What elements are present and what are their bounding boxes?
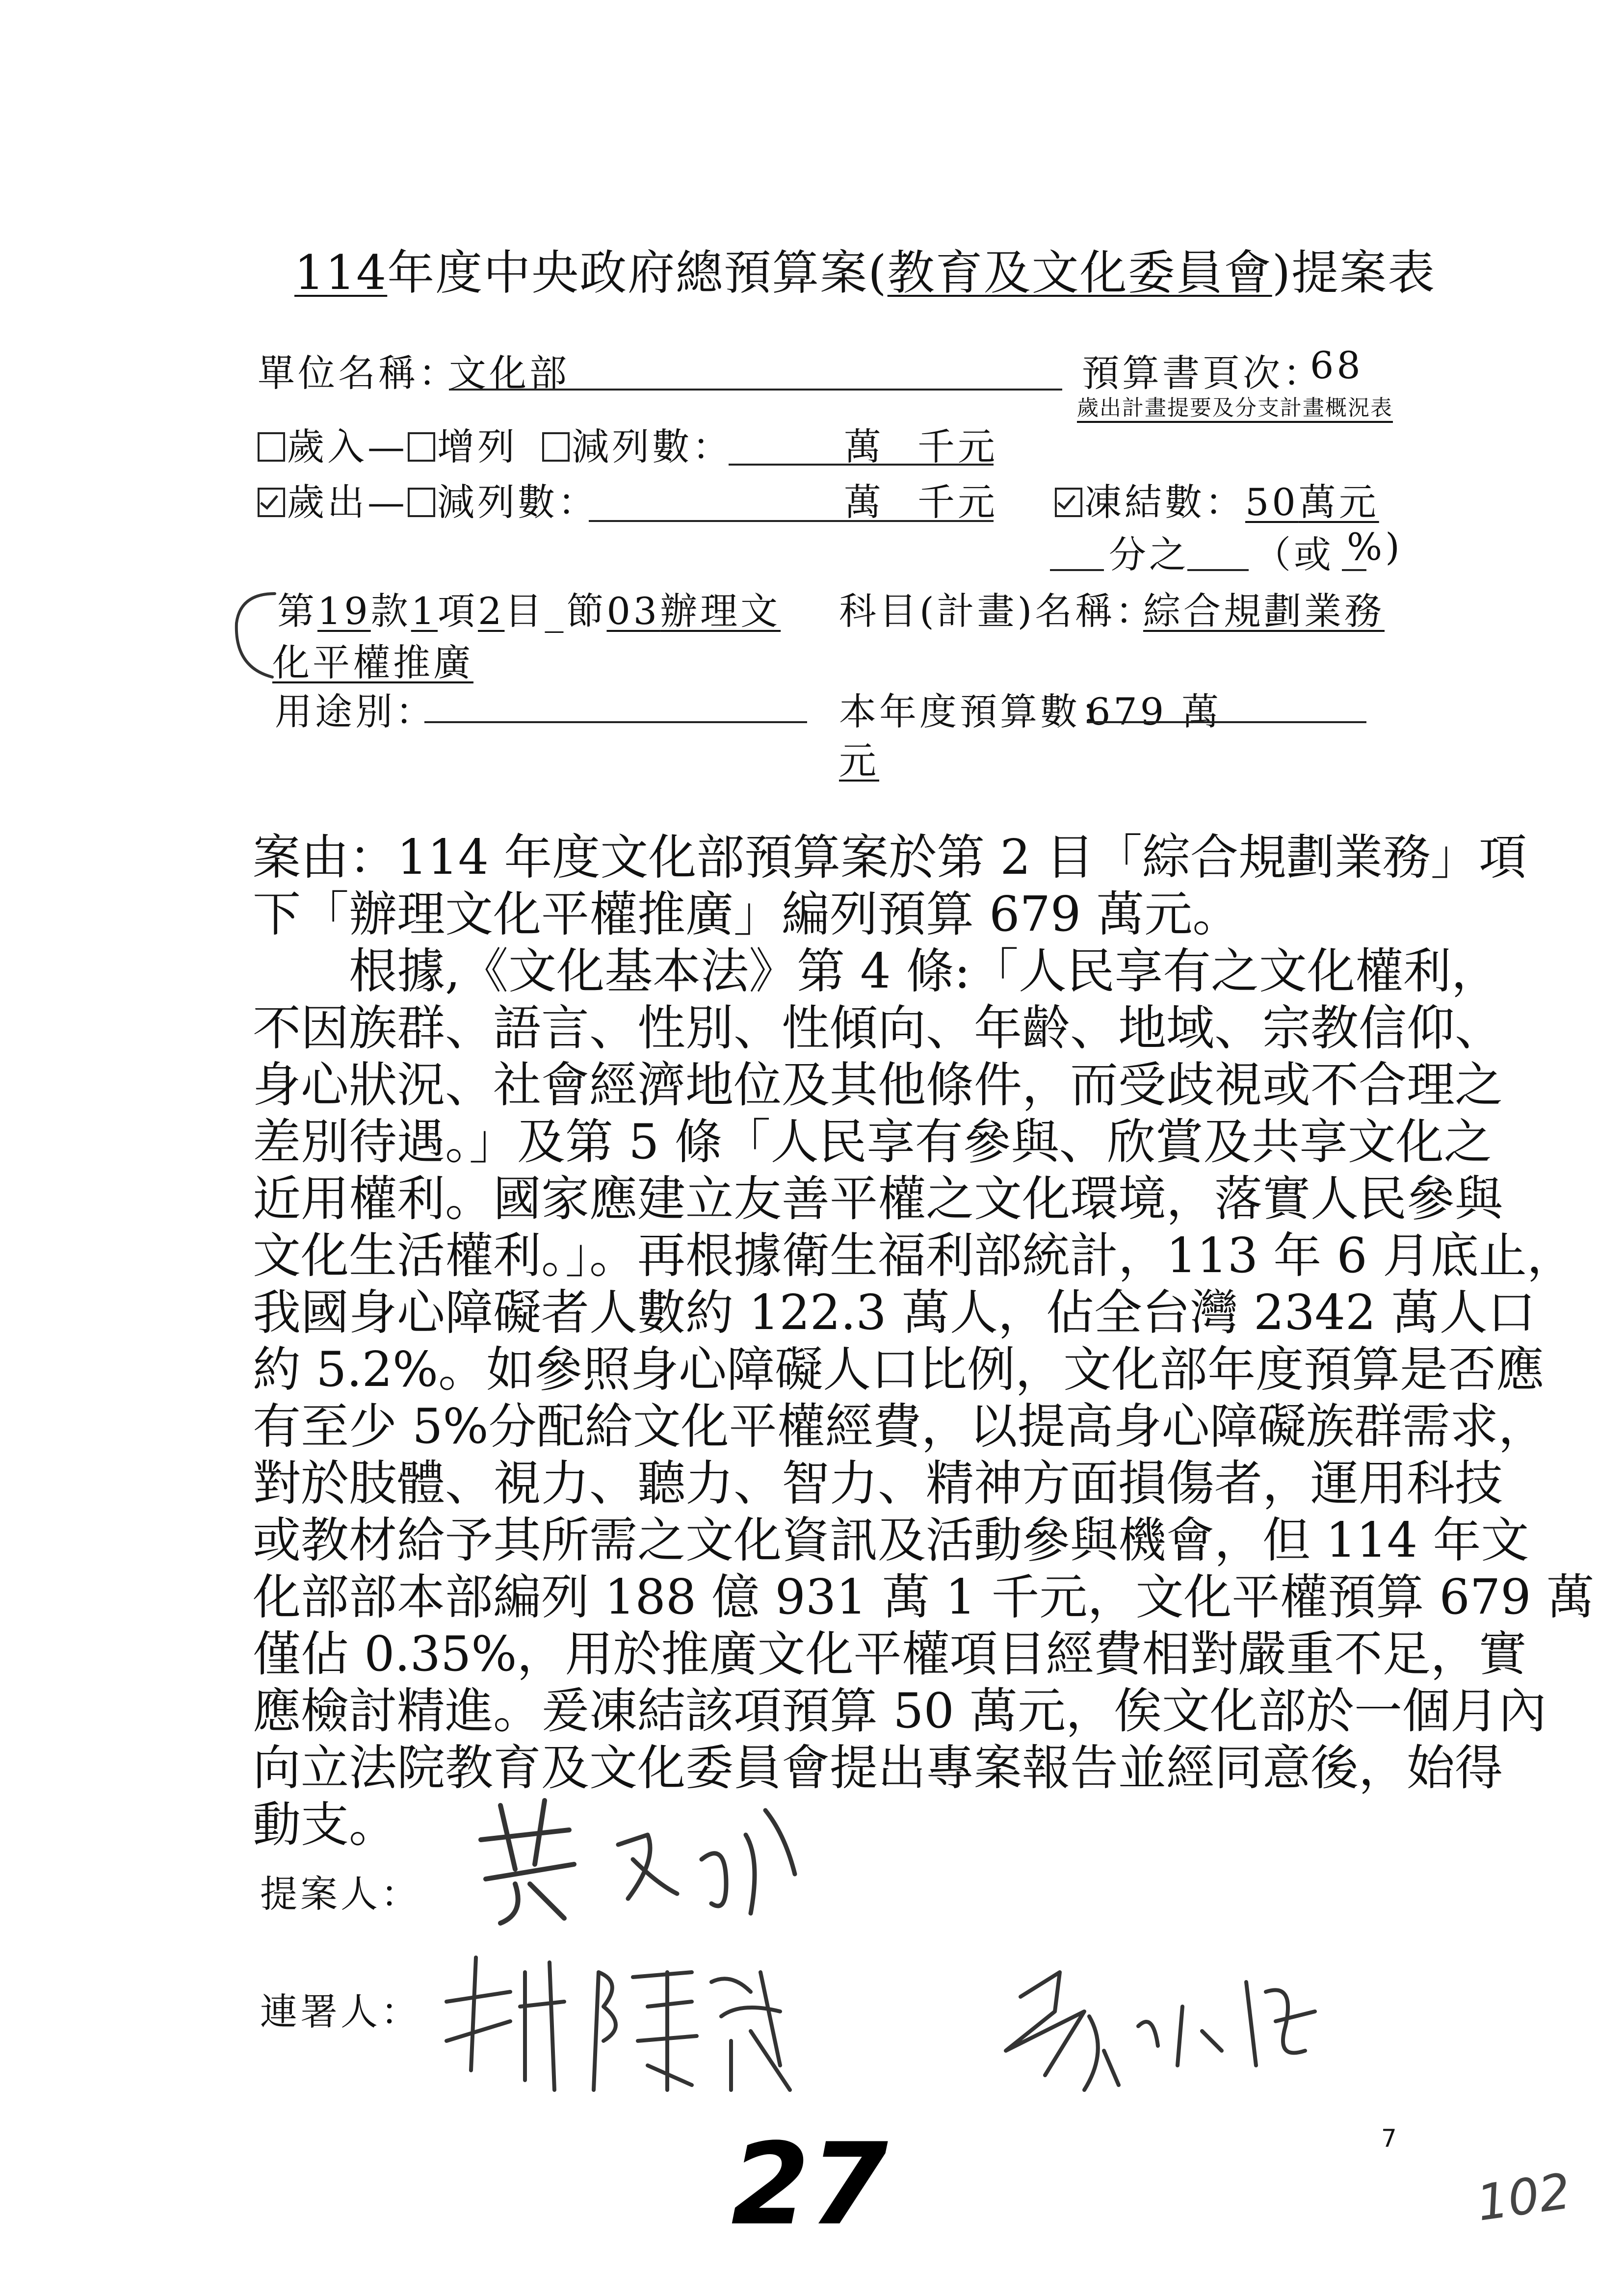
- usage-label: 用途別：: [275, 690, 436, 733]
- mu-label: 目: [504, 589, 545, 633]
- subject-label: 科目(計畫)名稱：: [839, 589, 1156, 633]
- freeze-unit: 萬元: [1298, 480, 1379, 524]
- body-line: 或教材給予其所需之文化資訊及活動參與機會，但 114 年文: [253, 1513, 1529, 1568]
- body-line: 差別待遇。」及第 5 條「人民享有參與、欣賞及共享文化之: [253, 1114, 1492, 1170]
- body-line: 僅佔 0.35%，用於推廣文化平權項目經費相對嚴重不足，實: [253, 1626, 1527, 1682]
- budget-unit: 元: [839, 739, 879, 783]
- cosigner-label: 連署人：: [260, 1990, 421, 2034]
- page-note: 歲出計畫提要及分支計畫概況表: [1077, 395, 1393, 420]
- mu-value: 2: [478, 589, 505, 633]
- page-label: 預算書頁次：: [1082, 351, 1323, 395]
- body-line: 約 5.2%。如參照身心障礙人口比例，文化部年度預算是否應: [253, 1342, 1545, 1398]
- page-value: 68: [1310, 343, 1363, 387]
- expense-row: [258, 472, 598, 526]
- fraction-blank-1: [1050, 569, 1104, 571]
- fraction-blank-2: [1187, 569, 1249, 571]
- body-line: 對於肢體、視力、聽力、智力、精神方面損傷者，運用科技: [253, 1456, 1503, 1512]
- body-line: 我國身心障礙者人數約 122.3 萬人，佔全台灣 2342 萬人口: [253, 1285, 1536, 1341]
- page-number: 7: [1381, 2124, 1397, 2153]
- proposer-signature: [471, 1786, 854, 1933]
- item-name-1: 辦理文: [660, 589, 781, 633]
- expense-checkbox[interactable]: [258, 488, 285, 517]
- cosigner-signature-2: [991, 1953, 1344, 2110]
- usage-underline: [424, 721, 807, 723]
- revenue-row: [258, 417, 733, 470]
- subject-value: 綜合規劃業務: [1143, 589, 1385, 633]
- handwritten-number: 27: [731, 2119, 889, 2250]
- item-row: 第19款1項2目_節03辦理文: [277, 589, 781, 633]
- item-prefix: 第: [277, 589, 317, 633]
- budget-label: 本年度預算數：: [839, 690, 1121, 733]
- xiang-label: 項: [438, 589, 478, 633]
- body-line: 化部部本部編列 188 億 931 萬 1 千元，文化平權預算 679 萬: [253, 1569, 1595, 1625]
- revenue-checkbox[interactable]: [258, 432, 285, 462]
- body-line: 文化生活權利。」。再根據衛生福利部統計，113 年 6 月底止，: [253, 1228, 1575, 1284]
- revenue-label: 歲入—: [287, 425, 408, 469]
- expense-cut-checkbox[interactable]: [408, 488, 435, 517]
- freeze-label: 凍結數：: [1084, 480, 1245, 524]
- freeze-row: [1055, 472, 1379, 526]
- budget-value: 679 萬: [1087, 690, 1222, 733]
- fraction-text: 分之: [1109, 533, 1189, 576]
- unit-value: 文化部: [449, 351, 570, 395]
- percent-text: %): [1347, 525, 1403, 569]
- kuan-value: 19: [317, 589, 371, 633]
- expense-label: 歲出—: [287, 480, 408, 524]
- body-line: 身心狀況、社會經濟地位及其他條件，而受歧視或不合理之: [253, 1057, 1503, 1113]
- revenue-cut-checkbox[interactable]: [542, 432, 570, 462]
- expense-cut-label: 減列數：: [437, 480, 598, 524]
- body-line: 根據,《文化基本法》第 4 條:「人民享有之文化權利，: [253, 943, 1499, 999]
- revenue-add-checkbox[interactable]: [408, 432, 435, 462]
- body-line: 下「辦理文化平權推廣」編列預算 679 萬元。: [253, 887, 1241, 942]
- percent-blank: [1342, 569, 1366, 571]
- body-line: 案由：114 年度文化部預算案於第 2 目「綜合規劃業務」項: [253, 830, 1527, 886]
- revenue-wan: 萬: [844, 425, 884, 469]
- jie-label: 節: [566, 589, 607, 633]
- title-year: 114: [294, 245, 388, 300]
- body-line: 有至少 5%分配給文化平權經費，以提高身心障礙族群需求，: [253, 1399, 1546, 1455]
- item-name-2: 化平權推廣: [272, 641, 473, 684]
- xiang-value: 1: [411, 589, 438, 633]
- expense-wan: 萬: [844, 480, 884, 524]
- body-line: 不因族群、語言、性別、性傾向、年齡、地域、宗教信仰、: [253, 1000, 1503, 1056]
- document-title: [294, 235, 1436, 303]
- jie-value: 03: [606, 589, 660, 633]
- body-line: 應檢討精進。爰凍結該項預算 50 萬元，俟文化部於一個月內: [253, 1683, 1547, 1739]
- title-end: )提案表: [1272, 245, 1436, 300]
- revenue-qian-yuan: 千元: [917, 425, 998, 469]
- expense-qian-yuan: 千元: [917, 480, 998, 524]
- unit-underline: [449, 389, 1062, 391]
- revenue-add-label: 增列: [437, 425, 518, 469]
- or-text: （或: [1254, 533, 1334, 576]
- freeze-value: 50: [1245, 480, 1299, 524]
- budget-underline: [1087, 721, 1366, 723]
- title-committee: 教育及文化委員會: [887, 245, 1272, 300]
- revenue-cut-label: 減列數：: [572, 425, 733, 469]
- title-mid: 年度中央政府總預算案(: [387, 245, 888, 300]
- handwritten-page: 102: [1473, 2162, 1574, 2232]
- proposer-label: 提案人：: [260, 1872, 421, 1916]
- body-line: 向立法院教育及文化委員會提出專案報告並經同意後，始得: [253, 1740, 1503, 1796]
- cosigner-signature-1: [437, 1943, 878, 2100]
- body-line: 近用權利。國家應建立友善平權之文化環境，落實人民參與: [253, 1171, 1503, 1227]
- freeze-checkbox[interactable]: [1055, 488, 1082, 517]
- kuan-label: 款: [370, 589, 411, 633]
- unit-label: 單位名稱：: [258, 351, 459, 395]
- body-line: 動支。: [253, 1797, 397, 1853]
